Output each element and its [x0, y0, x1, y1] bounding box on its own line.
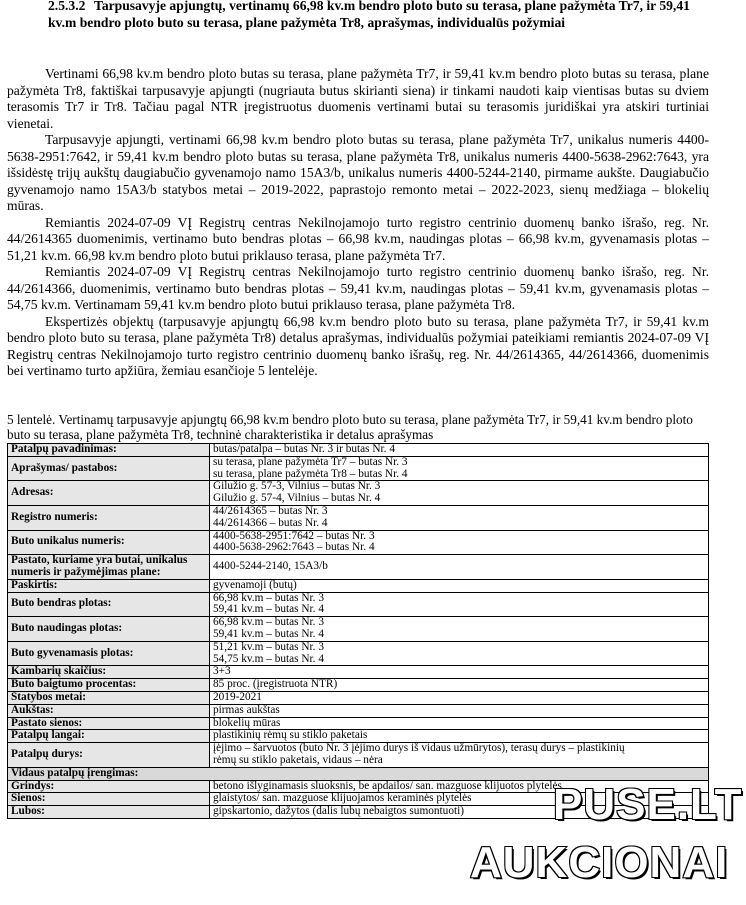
row-label: Aprašymas/ pastabos:	[8, 456, 210, 481]
value-line: Gilužio g. 57-4, Vilnius – butas Nr. 4	[213, 492, 381, 505]
table-row	[8, 555, 709, 580]
watermark-line2: AUKCIONAI	[470, 838, 729, 887]
table-row	[8, 717, 709, 730]
row-value	[210, 444, 709, 457]
value-line: 66,98 kv.m – butas Nr. 3	[213, 591, 324, 604]
section-number: 2.5.3.2	[48, 0, 86, 13]
row-value	[210, 641, 709, 666]
row-label: Patalpų durys:	[8, 743, 210, 768]
paragraph: Remiantis 2024-07-09 VĮ Registrų centras Nekilnojamojo turto registro centrinio duomenų banko išrašo, reg. Nr. 44/2614365 duomenimis, vertinamo buto bendras plotas – 66,98 kv.m, naudingas plotas – 66,98 kv.m, gyvenamasis plotas – 51,21 kv.m. 66,98 kv.m bendro ploto butui priklauso terasa, plane pažymėta Tr7.	[7, 214, 709, 263]
value-line: betono išlyginamasis sluoksnis, be apdailos/ san. mazguose klijuotos plytelės	[213, 779, 562, 792]
row-label: Buto naudingas plotas:	[8, 617, 210, 642]
row-label: Patalpų langai:	[8, 730, 210, 743]
row-label: Buto bendras plotas:	[8, 592, 210, 617]
value-line: pirmas aukštas	[213, 703, 280, 716]
row-value	[210, 592, 709, 617]
row-label: Pastato sienos:	[8, 717, 210, 730]
row-value	[210, 456, 709, 481]
row-label: Lubos:	[8, 806, 210, 819]
row-label: Sienos:	[8, 793, 210, 806]
row-label: Buto baigtumo procentas:	[8, 679, 210, 692]
paragraph: Remiantis 2024-07-09 VĮ Registrų centras Nekilnojamojo turto registro centrinio duomenų banko išrašo, reg. Nr. 44/2614366, duomenimis, vertinamo buto bendras plotas – 59,41 kv.m, naudingas plotas – 59,41 kv.m, gyvenamasis plotas – 54,75 kv.m. Vertinamam 59,41 kv.m bendro ploto butui priklauso terasa, plane pažymėta Tr8.	[7, 264, 709, 312]
value-line: glaistytos/ san. mazguose klijuojamos keraminės plytelės	[213, 792, 472, 805]
value-line: 59,41 kv.m – butas Nr. 4	[213, 627, 324, 640]
watermark-line1: PUSE.LT	[553, 780, 743, 829]
value-line: 4400-5638-2951:7642 – butas Nr. 3	[213, 529, 375, 542]
value-line: 4400-5638-2962:7643 – butas Nr. 4	[213, 541, 375, 554]
body-text	[7, 66, 709, 380]
row-label: Buto unikalus numeris:	[8, 530, 210, 555]
section-title: Tarpusavyje apjungtų, vertinamų 66,98 kv.m bendro ploto buto su terasa, plane pažymėta Tr7, ir 59,41 kv.m bendro ploto buto su terasa, plane pažymėta Tr8, aprašymas, individualūs požymiai	[48, 0, 690, 30]
section-heading	[48, 0, 718, 31]
value-line: gipskartonio, dažytos (dalis lubų nebaigtos sumontuoti)	[213, 805, 465, 818]
table-row	[8, 691, 709, 704]
row-label: Paskirtis:	[8, 579, 210, 592]
table-row	[8, 743, 709, 768]
value-line: 44/2614366 – butas Nr. 4	[213, 516, 328, 529]
row-value	[210, 743, 709, 768]
section-label: Vidaus patalpų įrengimas:	[8, 767, 709, 780]
row-value	[210, 530, 709, 555]
row-value	[210, 730, 709, 743]
row-value	[210, 717, 709, 730]
value-line: 66,98 kv.m – butas Nr. 3	[213, 616, 324, 629]
value-line: 2019-2021	[213, 690, 262, 703]
table-row	[8, 617, 709, 642]
table-row	[8, 444, 709, 457]
table-row	[8, 456, 709, 481]
value-line: 51,21 kv.m – butas Nr. 3	[213, 640, 324, 653]
section-row	[8, 767, 709, 780]
row-value	[210, 704, 709, 717]
row-value	[210, 666, 709, 679]
row-label: Grindys:	[8, 780, 210, 793]
table-row	[8, 704, 709, 717]
row-value	[210, 481, 709, 506]
row-value	[210, 579, 709, 592]
paragraph: Ekspertizės objektų (tarpusavyje apjungtų 66,98 kv.m bendro ploto buto su terasa, plane pažymėta Tr7, ir 59,41 kv.m bendro ploto buto su terasa, plane pažymėta Tr8) detalus aprašymas, individualūs požymiai pateikiami remiantis 2024-07-09 VĮ Registrų centras Nekilnojamojo turto registro centrinio duomenų banko išrašų, reg. Nr. 44/2614365, 44/2614366, duomenimis bei vertinamo turto apžiūra, žemiau esančioje 5 lentelėje.	[7, 313, 709, 378]
value-line: su terasa, plane pažymėta Tr7 – butas Nr. 3	[213, 455, 408, 468]
table-row	[8, 505, 709, 530]
table-row	[8, 579, 709, 592]
value-line: 59,41 kv.m – butas Nr. 4	[213, 603, 324, 616]
table-row	[8, 641, 709, 666]
row-label: Kambarių skaičius:	[8, 666, 210, 679]
value-line: 4400-5244-2140, 15A3/b	[213, 560, 328, 573]
value-line: blokelių mūras	[213, 716, 281, 729]
value-line: 3+3	[213, 665, 231, 678]
table-row	[8, 730, 709, 743]
value-line: plastikinių rėmų su stiklo paketais	[213, 729, 368, 742]
row-label: Registro numeris:	[8, 505, 210, 530]
value-line: 85 proc. (įregistruota NTR)	[213, 678, 338, 691]
row-value	[210, 617, 709, 642]
paragraph: Tarpusavyje apjungti, vertinami 66,98 kv.m bendro ploto butas su terasa, plane pažymėta Tr7, unikalus numeris 4400-5638-2951:7642, ir 59,41 kv.m bendro ploto butas su terasa, plane pažymėta Tr8, unikalus numeris 4400-5638-2962:7643, yra išsidėstę trijų aukštų daugiabučio gyvenamojo namo 15A3/b, unikalus numeris 4400-5244-2140, pirmame aukšte. Daugiabučio gyvenamojo namo 15A3/b statybos metai – 2019-2022, paprastojo remonto metai – 2022-2023, sienų medžiaga – blokelių mūras.	[7, 132, 709, 213]
row-label: Adresas:	[8, 481, 210, 506]
row-label: Buto gyvenamasis plotas:	[8, 641, 210, 666]
row-label: Patalpų pavadinimas:	[8, 444, 210, 457]
table-row	[8, 666, 709, 679]
row-label: Aukštas:	[8, 704, 210, 717]
spec-table	[7, 443, 709, 819]
value-line: su terasa, plane pažymėta Tr8 – butas Nr. 4	[213, 467, 408, 480]
row-value	[210, 505, 709, 530]
value-line: rėmų su stiklo paketais, vidaus – nėra	[213, 753, 383, 766]
row-label: Statybos metai:	[8, 691, 210, 704]
value-line: butas/patalpa – butas Nr. 3 ir butas Nr. 4	[213, 443, 395, 455]
value-line: įėjimo – šarvuotos (buto Nr. 3 įėjimo durys iš vidaus užmūrytos), terasų durys – plastikinių	[213, 742, 625, 755]
table-row	[8, 679, 709, 692]
table-caption: 5 lentelė. Vertinamų tarpusavyje apjungtų 66,98 kv.m bendro ploto buto su terasa, plane pažymėta Tr7, ir 59,41 kv.m bendro ploto buto su terasa, plane pažymėta Tr8, techninė charakteristika ir detalus aprašymas	[7, 412, 693, 442]
table-row	[8, 592, 709, 617]
table-row	[8, 530, 709, 555]
value-line: gyvenamoji (butų)	[213, 578, 297, 591]
row-value	[210, 691, 709, 704]
row-value	[210, 679, 709, 692]
value-line: 44/2614365 – butas Nr. 3	[213, 504, 328, 517]
row-value	[210, 555, 709, 580]
row-label: Pastato, kuriame yra butai, unikalus numeris ir pažymėjimas plane:	[8, 555, 210, 580]
table-row	[8, 481, 709, 506]
value-line: 54,75 kv.m – butas Nr. 4	[213, 652, 324, 665]
paragraph: Vertinami 66,98 kv.m bendro ploto butas su terasa, plane pažymėta Tr7, ir 59,41 kv.m bendro ploto butas su terasa, plane pažymėta Tr8, faktiškai tarpusavyje apjungti (nugriauta butus skirianti siena) ir tinkami naudoti kaip vientisas butas su dviem terasomis Tr7 ir Tr8. Tačiau pagal NTR įregistruotus duomenis vertinami butai su terasomis juridiškai yra atskiri turtiniai vienetai.	[7, 66, 709, 131]
value-line: Gilužio g. 57-3, Vilnius – butas Nr. 3	[213, 480, 381, 493]
